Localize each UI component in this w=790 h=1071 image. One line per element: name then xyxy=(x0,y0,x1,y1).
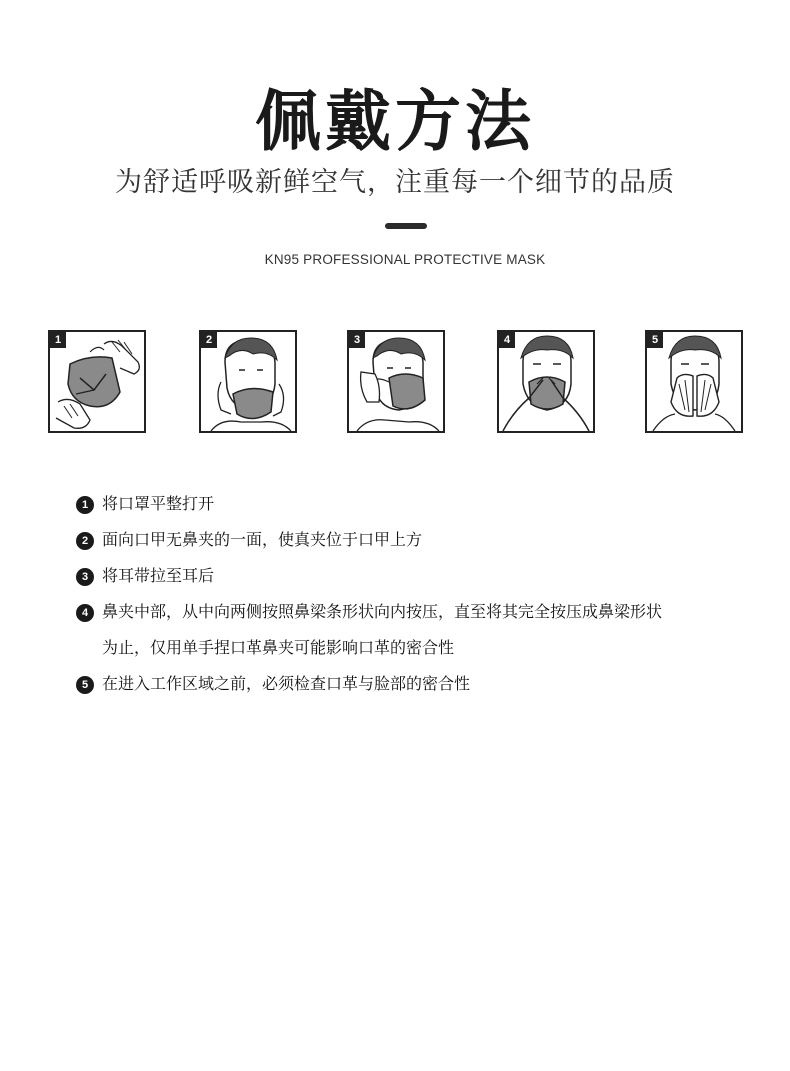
instruction-item-3 xyxy=(76,558,766,594)
step-card-3 xyxy=(347,330,445,433)
step-marker-2: 2 xyxy=(76,532,94,550)
page-title: 佩戴方法 xyxy=(255,83,535,160)
step-number-3: 3 xyxy=(349,332,365,348)
step-marker-3: 3 xyxy=(76,568,94,586)
instruction-text-4-continued: 为止，仅用单手捏口革鼻夹可能影响口革的密合性 xyxy=(102,638,455,657)
instruction-text-5: 在进入工作区域之前，必须检查口革与脸部的密合性 xyxy=(102,674,471,693)
steps-illustration-row xyxy=(0,330,790,434)
step-card-1 xyxy=(48,330,146,433)
step-number-1: 1 xyxy=(50,332,66,348)
step-card-4 xyxy=(497,330,595,433)
page-subtitle: 为舒适呼吸新鲜空气，注重每一个细节的品质 xyxy=(115,167,675,198)
instruction-item-5 xyxy=(76,666,766,702)
step-number-4: 4 xyxy=(499,332,515,348)
instruction-item-1 xyxy=(76,486,766,522)
instruction-text-3: 将耳带拉至耳后 xyxy=(102,566,215,585)
step-number-2: 2 xyxy=(201,332,217,348)
instruction-text-4: 鼻夹中部，从中向两侧按照鼻梁条形状向内按压，直至将其完全按压成鼻梁形状 xyxy=(102,602,663,621)
instruction-text-2: 面向口甲无鼻夹的一面，使真夹位于口甲上方 xyxy=(102,530,423,549)
step-card-5 xyxy=(645,330,743,433)
instruction-text-1: 将口罩平整打开 xyxy=(102,494,215,513)
step-marker-5: 5 xyxy=(76,676,94,694)
step-marker-1: 1 xyxy=(76,496,94,514)
title-divider xyxy=(385,223,427,229)
step-card-2 xyxy=(199,330,297,433)
step-marker-4: 4 xyxy=(76,604,94,622)
step-number-5: 5 xyxy=(647,332,663,348)
english-caption: KN95 PROFESSIONAL PROTECTIVE MASK xyxy=(264,252,546,267)
instruction-item-2 xyxy=(76,522,766,558)
instruction-item-4 xyxy=(76,594,766,666)
instruction-list xyxy=(76,486,766,702)
